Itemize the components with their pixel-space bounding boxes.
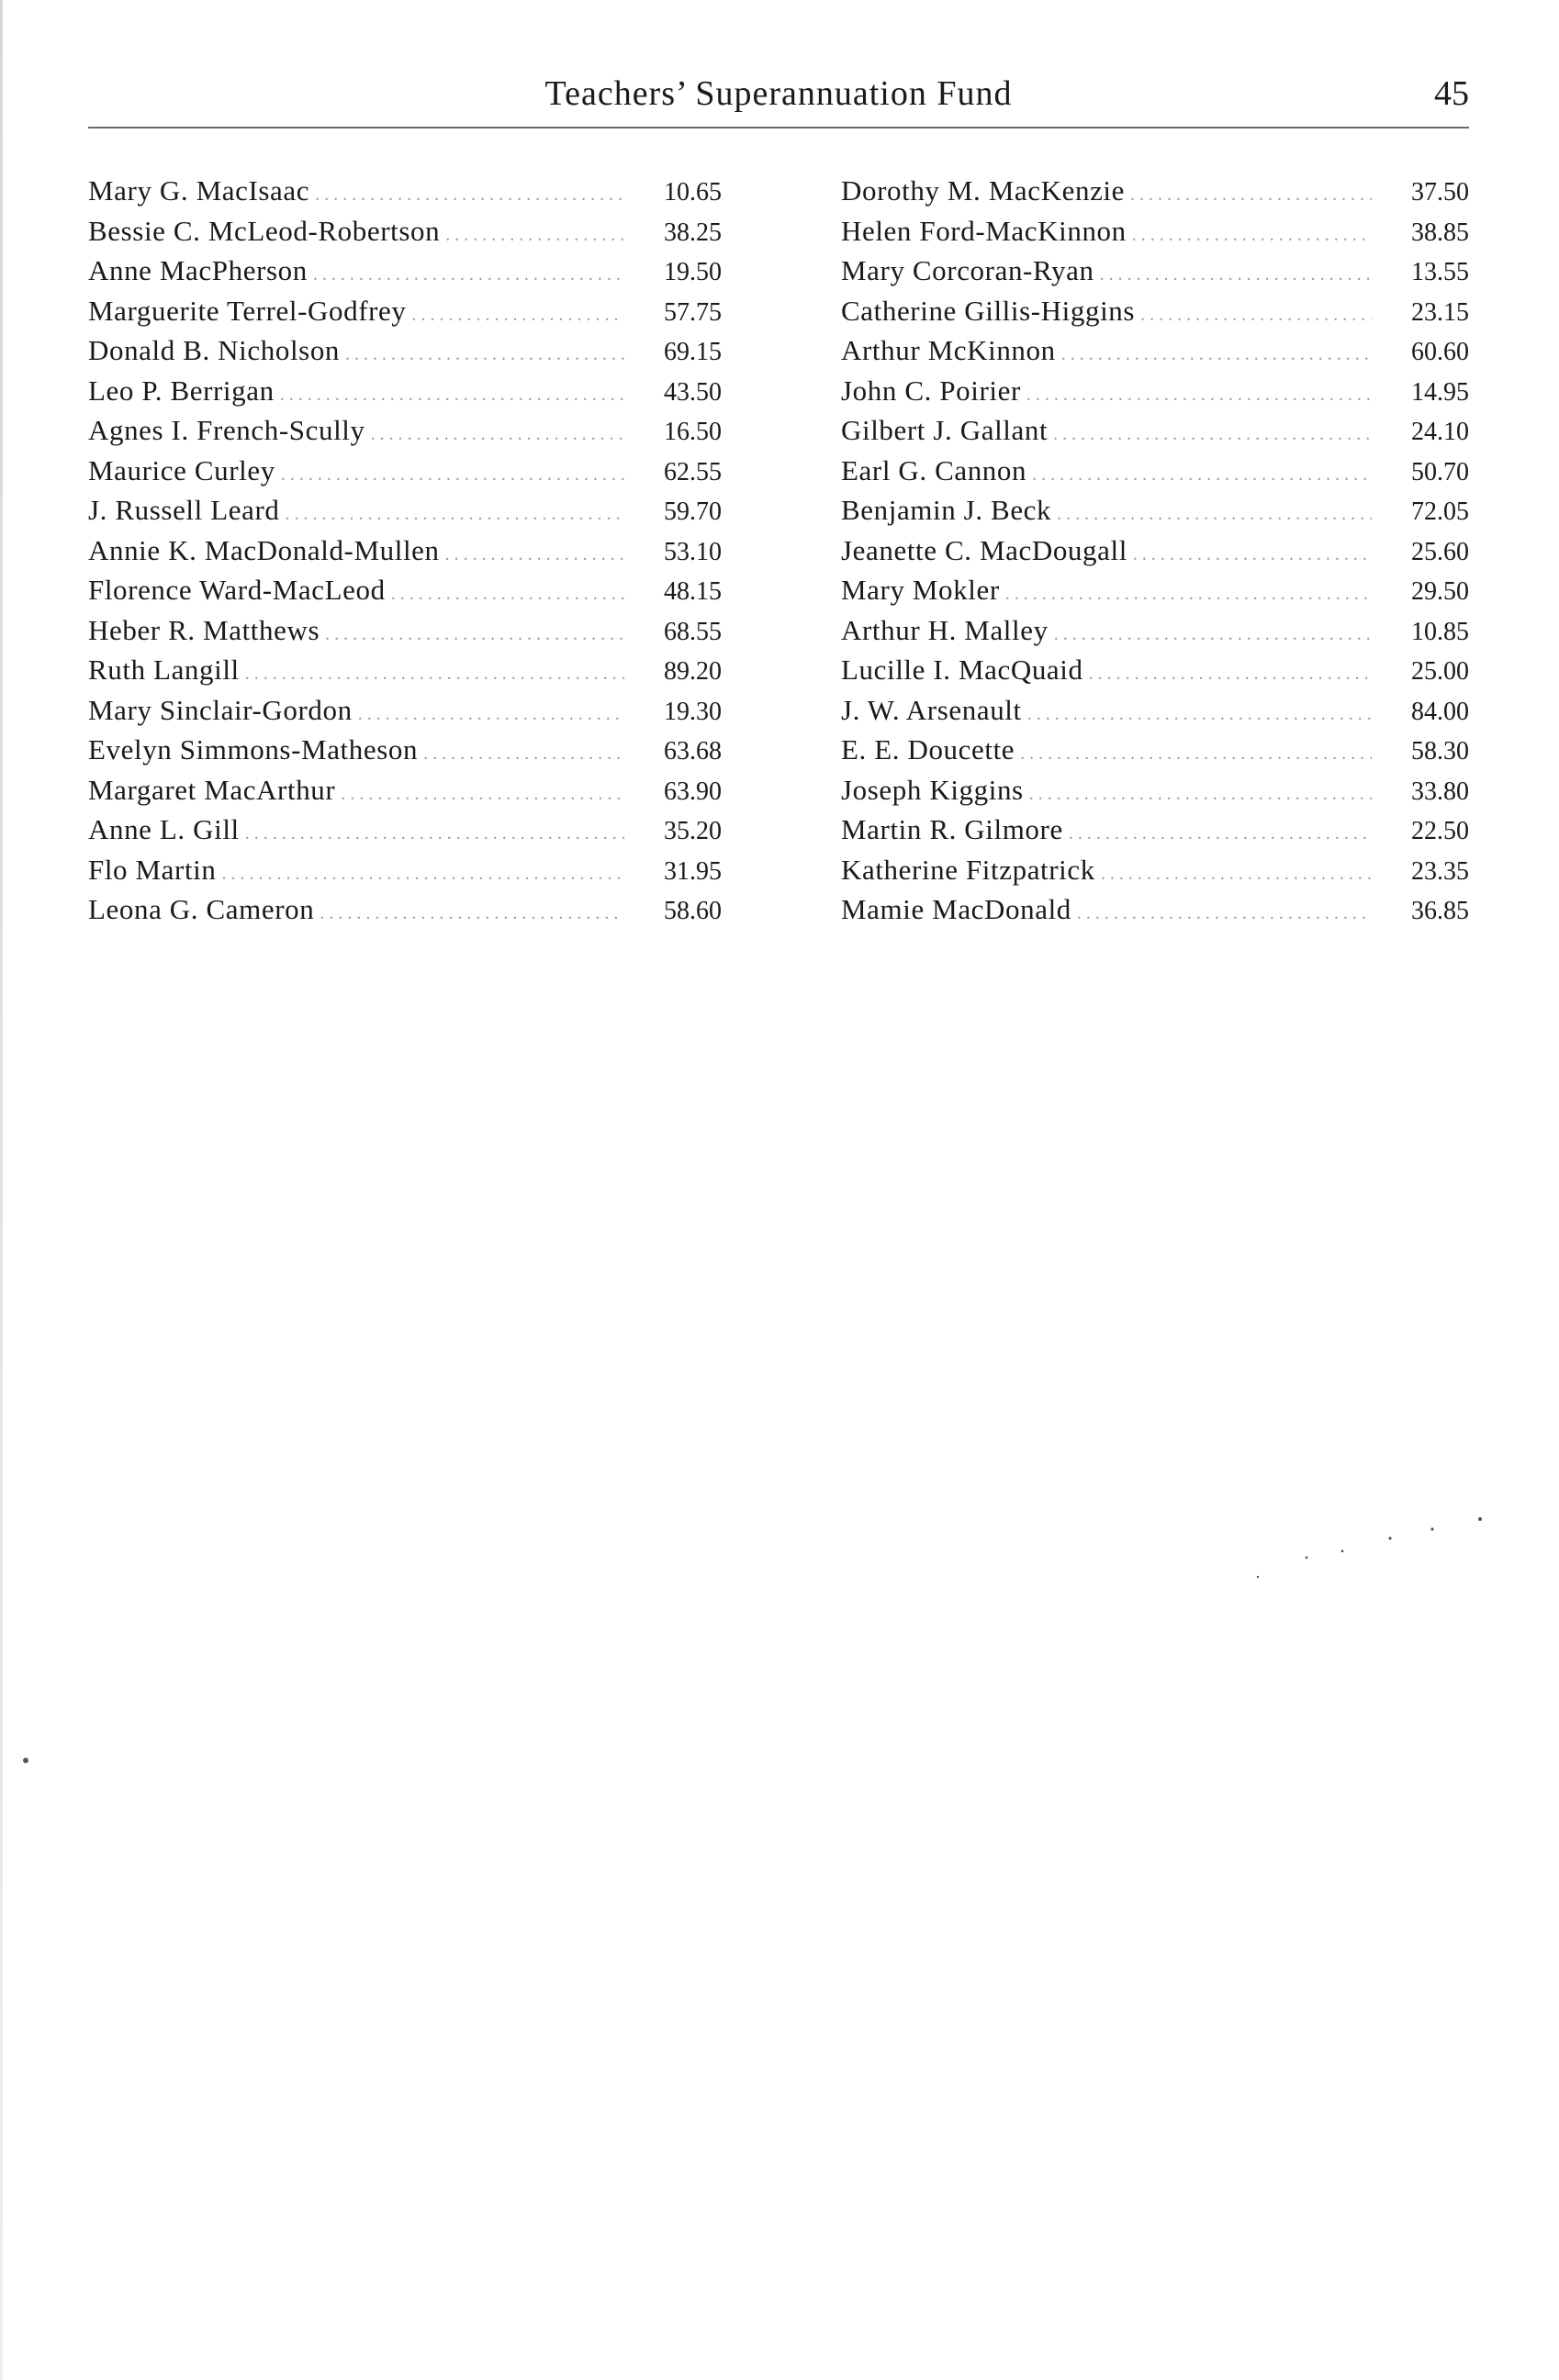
- dot-leader: [1027, 695, 1372, 735]
- entry-amount: 29.50: [1411, 577, 1469, 606]
- entry-amount: 14.95: [1411, 377, 1469, 407]
- list-item: [88, 291, 722, 331]
- entry-amount: 16.50: [664, 418, 722, 446]
- dot-leader: [423, 734, 624, 775]
- list-item: [841, 570, 1469, 610]
- dot-leader: [358, 695, 624, 735]
- list-item: [88, 810, 722, 850]
- entry-amount: 38.25: [664, 218, 722, 247]
- dot-leader: [1101, 855, 1372, 895]
- entry-amount: 23.15: [1411, 297, 1469, 327]
- dot-leader: [245, 654, 624, 695]
- entry-amount: 57.75: [664, 297, 722, 327]
- entry-name: Mary Sinclair-Gordon: [88, 693, 353, 726]
- entry-name: Agnes I. French-Scully: [88, 414, 365, 446]
- dot-leader: [412, 296, 624, 336]
- entry-amount: 58.60: [664, 897, 722, 925]
- list-item: [88, 330, 722, 371]
- dot-leader: [1130, 175, 1372, 216]
- entry-name: Anne L. Gill: [88, 813, 240, 845]
- entry-name: Joseph Kiggins: [841, 773, 1024, 806]
- entry-name: Catherine Gillis-Higgins: [841, 294, 1136, 327]
- entry-name: Leo P. Berrigan: [88, 374, 275, 407]
- running-header: [88, 64, 1469, 128]
- entry-name: Jeanette C. MacDougall: [841, 533, 1127, 566]
- entry-name: Arthur H. Malley: [841, 613, 1049, 646]
- list-item: [88, 211, 722, 251]
- speck: [1478, 1517, 1482, 1521]
- entry-name: Bessie C. McLeod-Robertson: [88, 214, 441, 247]
- entry-amount: 62.55: [664, 457, 722, 486]
- dot-leader: [391, 575, 624, 615]
- dot-leader: [1089, 654, 1372, 695]
- dot-leader: [325, 615, 624, 655]
- list-item: [841, 251, 1469, 291]
- dot-leader: [280, 375, 624, 416]
- dot-leader: [1026, 375, 1372, 416]
- dot-leader: [445, 535, 624, 575]
- entry-name: Gilbert J. Gallant: [841, 414, 1049, 446]
- entry-amount: 10.65: [664, 178, 722, 207]
- header-rule: [88, 127, 1469, 128]
- entry-name: Arthur McKinnon: [841, 334, 1056, 366]
- speck: [1388, 1536, 1391, 1539]
- list-item: [88, 570, 722, 610]
- list-item: [88, 650, 722, 690]
- entry-amount: 13.55: [1411, 258, 1469, 286]
- entry-name: Mary Mokler: [841, 574, 1000, 606]
- list-item: [841, 171, 1469, 211]
- entry-amount: 37.50: [1411, 178, 1469, 207]
- entry-name: Annie K. MacDonald-Mullen: [88, 533, 440, 566]
- dot-leader: [1053, 415, 1372, 455]
- list-item: [88, 410, 722, 451]
- dot-leader: [1005, 575, 1372, 615]
- entry-name: Earl G. Cannon: [841, 453, 1027, 486]
- speck: [1430, 1527, 1433, 1530]
- list-item: [841, 690, 1469, 731]
- entry-name: Helen Ford-MacKinnon: [841, 214, 1127, 247]
- dot-leader: [1069, 814, 1372, 855]
- right-column: [841, 171, 1469, 930]
- entry-name: Maurice Curley: [88, 453, 275, 486]
- list-item: [841, 211, 1469, 251]
- list-item: [841, 810, 1469, 850]
- list-item: [88, 490, 722, 531]
- entry-amount: 89.20: [664, 657, 722, 686]
- list-item: [841, 610, 1469, 651]
- list-item: [88, 451, 722, 491]
- entry-amount: 68.55: [664, 617, 722, 646]
- entry-name: Mamie MacDonald: [841, 893, 1071, 925]
- entry-name: Heber R. Matthews: [88, 613, 320, 646]
- dot-leader: [281, 455, 624, 496]
- dot-leader: [1029, 775, 1372, 815]
- entry-name: J. W. Arsenault: [841, 693, 1022, 726]
- dot-leader: [320, 894, 624, 934]
- list-item: [88, 610, 722, 651]
- list-item: [841, 770, 1469, 810]
- entry-name: Donald B. Nicholson: [88, 334, 341, 366]
- dot-leader: [1061, 335, 1372, 375]
- dot-leader: [285, 495, 624, 535]
- list-item: [841, 291, 1469, 331]
- entry-name: J. Russell Leard: [88, 494, 280, 526]
- list-item: [841, 850, 1469, 890]
- speck: [1306, 1557, 1308, 1559]
- entry-amount: 48.15: [664, 577, 722, 606]
- entry-amount: 69.15: [664, 338, 722, 366]
- list-item: [841, 371, 1469, 411]
- dot-leader: [315, 175, 624, 216]
- entry-name: Margaret MacArthur: [88, 773, 336, 806]
- list-item: [88, 171, 722, 211]
- entry-amount: 63.90: [664, 777, 722, 806]
- entry-amount: 24.10: [1411, 418, 1469, 446]
- entry-name: Marguerite Terrel-Godfrey: [88, 294, 407, 327]
- entry-amount: 25.60: [1411, 537, 1469, 566]
- list-item: [841, 330, 1469, 371]
- entry-amount: 38.85: [1411, 218, 1469, 247]
- dot-leader: [341, 775, 624, 815]
- speck: [1257, 1576, 1259, 1578]
- page-number: 45: [1434, 74, 1469, 113]
- left-column: [88, 171, 722, 930]
- dot-leader: [1140, 296, 1372, 336]
- dot-leader: [1054, 615, 1372, 655]
- dot-leader: [245, 814, 624, 855]
- dot-leader: [1133, 535, 1372, 575]
- entry-amount: 23.35: [1411, 856, 1469, 886]
- dot-leader: [1020, 734, 1372, 775]
- entry-name: Mary Corcoran-Ryan: [841, 254, 1094, 286]
- entry-amount: 19.50: [664, 258, 722, 286]
- entry-amount: 50.70: [1411, 457, 1469, 486]
- list-item: [88, 889, 722, 930]
- entry-amount: 58.30: [1411, 737, 1469, 765]
- dot-leader: [345, 335, 624, 375]
- dot-leader: [1077, 894, 1372, 934]
- list-item: [88, 371, 722, 411]
- speck: [23, 1758, 28, 1763]
- dot-leader: [1132, 216, 1372, 256]
- list-item: [841, 451, 1469, 491]
- entry-name: Florence Ward-MacLeod: [88, 574, 386, 606]
- entry-name: Leona G. Cameron: [88, 893, 315, 925]
- entry-amount: 60.60: [1411, 338, 1469, 366]
- entry-amount: 19.30: [664, 697, 722, 726]
- list-item: [841, 730, 1469, 770]
- entry-name: Anne MacPherson: [88, 254, 308, 286]
- entry-name: Benjamin J. Beck: [841, 494, 1052, 526]
- entry-amount: 35.20: [664, 817, 722, 845]
- page-title: Teachers’ Superannuation Fund: [544, 74, 1013, 113]
- list-item: [88, 770, 722, 810]
- list-item: [88, 850, 722, 890]
- entry-amount: 43.50: [664, 377, 722, 407]
- entry-amount: 59.70: [664, 497, 722, 526]
- list-item: [841, 410, 1469, 451]
- entry-name: Lucille I. MacQuaid: [841, 654, 1083, 686]
- speck: [1341, 1550, 1344, 1553]
- entry-name: Evelyn Simmons-Matheson: [88, 733, 419, 765]
- entry-amount: 63.68: [664, 737, 722, 765]
- list-item: [841, 650, 1469, 690]
- list-item: [88, 730, 722, 770]
- list-item: [88, 251, 722, 291]
- dot-leader: [221, 855, 624, 895]
- list-item: [88, 531, 722, 571]
- entry-amount: 33.80: [1411, 777, 1469, 806]
- dot-leader: [1057, 495, 1372, 535]
- list-item: [841, 531, 1469, 571]
- dot-leader: [1032, 455, 1372, 496]
- entry-amount: 31.95: [664, 856, 722, 886]
- list-item: [841, 490, 1469, 531]
- entry-name: Mary G. MacIsaac: [88, 174, 310, 207]
- entry-name: John C. Poirier: [841, 374, 1021, 407]
- page-edge: [0, 0, 3, 2380]
- entry-name: Katherine Fitzpatrick: [841, 853, 1095, 886]
- dot-leader: [445, 216, 624, 256]
- entry-amount: 36.85: [1411, 897, 1469, 925]
- entry-amount: 25.00: [1411, 657, 1469, 686]
- entry-amount: 10.85: [1411, 617, 1469, 646]
- entry-name: Martin R. Gilmore: [841, 813, 1063, 845]
- list-item: [88, 690, 722, 731]
- entry-amount: 53.10: [664, 537, 722, 566]
- dot-leader: [1100, 255, 1372, 296]
- entry-amount: 22.50: [1411, 817, 1469, 845]
- entry-amount: 72.05: [1411, 497, 1469, 526]
- entry-amount: 84.00: [1411, 697, 1469, 726]
- dot-leader: [371, 415, 624, 455]
- entry-name: Ruth Langill: [88, 654, 240, 686]
- entry-name: E. E. Doucette: [841, 733, 1015, 765]
- entry-name: Flo Martin: [88, 853, 217, 886]
- dot-leader: [313, 255, 624, 296]
- list-item: [841, 889, 1469, 930]
- entry-name: Dorothy M. MacKenzie: [841, 174, 1125, 207]
